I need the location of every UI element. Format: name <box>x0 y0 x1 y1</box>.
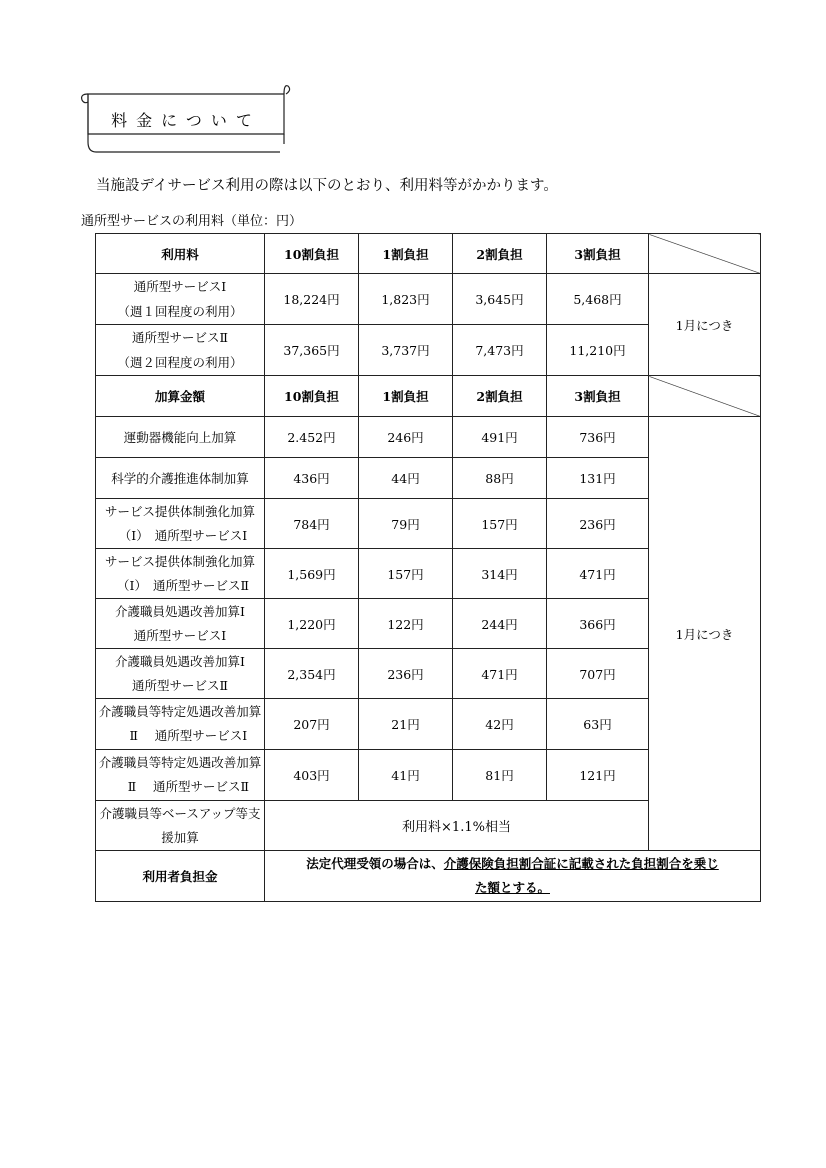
fee-cell: 41円 <box>359 750 453 801</box>
addon-name: 科学的介護推進体制加算 <box>96 458 265 499</box>
fee-cell: 42円 <box>453 699 547 750</box>
fee-cell: 1,569円 <box>265 549 359 599</box>
fee-cell: 3,645円 <box>453 274 547 325</box>
header-cell: 3割負担 <box>547 376 649 417</box>
fee-cell: 314円 <box>453 549 547 599</box>
addon-header-row <box>96 376 761 417</box>
fee-cell: 436円 <box>265 458 359 499</box>
fee-cell: 63円 <box>547 699 649 750</box>
fee-cell: 7,473円 <box>453 325 547 376</box>
fee-cell: 244円 <box>453 599 547 649</box>
fee-cell: 37,365円 <box>265 325 359 376</box>
fee-cell: 403円 <box>265 750 359 801</box>
intro-text: 当施設デイサービス利用の際は以下のとおり、利用料等がかかります。 <box>96 178 558 194</box>
fee-cell: 246円 <box>359 417 453 458</box>
service-name: 通所型サービスⅡ （週２回程度の利用） <box>96 325 265 376</box>
service-name: 通所型サービスⅠ （週１回程度の利用） <box>96 274 265 325</box>
fee-cell: 491円 <box>453 417 547 458</box>
fee-cell: 18,224円 <box>265 274 359 325</box>
title-banner <box>78 82 292 154</box>
fee-cell: 79円 <box>359 499 453 549</box>
table-row <box>96 274 761 325</box>
fee-cell: 736円 <box>547 417 649 458</box>
header-cell: 利用料 <box>96 234 265 274</box>
header-cell: 2割負担 <box>453 376 547 417</box>
fee-table <box>95 233 761 902</box>
fee-cell: 11,210円 <box>547 325 649 376</box>
header-cell: 10割負担 <box>265 376 359 417</box>
burden-row <box>96 851 761 902</box>
diagonal-cell <box>649 376 761 417</box>
header-cell: 1割負担 <box>359 234 453 274</box>
burden-label: 利用者負担金 <box>96 851 265 902</box>
fee-cell: 21円 <box>359 699 453 750</box>
addon-name: 介護職員等特定処遇改善加算 Ⅱ 通所型サービスⅠ <box>96 699 265 750</box>
fee-cell: 236円 <box>359 649 453 699</box>
fee-cell: 5,468円 <box>547 274 649 325</box>
base-up-value: 利用料×1.1%相当 <box>265 801 649 851</box>
per-month-label: 1月につき <box>649 417 761 851</box>
fee-cell: 1,220円 <box>265 599 359 649</box>
usage-header-row <box>96 234 761 274</box>
fee-cell: 81円 <box>453 750 547 801</box>
page-title: 料金について <box>111 111 261 130</box>
fee-cell: 2,354円 <box>265 649 359 699</box>
header-cell: 1割負担 <box>359 376 453 417</box>
addon-name: 介護職員等特定処遇改善加算 Ⅱ 通所型サービスⅡ <box>96 750 265 801</box>
fee-cell: 707円 <box>547 649 649 699</box>
fee-cell: 88円 <box>453 458 547 499</box>
per-month-label: 1月につき <box>649 274 761 376</box>
header-cell: 10割負担 <box>265 234 359 274</box>
addon-name: 介護職員等ベースアップ等支 援加算 <box>96 801 265 851</box>
addon-name: サービス提供体制強化加算 （Ⅰ） 通所型サービスⅠ <box>96 499 265 549</box>
fee-cell: 2.452円 <box>265 417 359 458</box>
addon-name: 介護職員処遇改善加算Ⅰ 通所型サービスⅠ <box>96 599 265 649</box>
burden-text: 法定代理受領の場合は、介護保険負担割合証に記載された負担割合を乗じ た額とする。 <box>265 851 761 902</box>
fee-cell: 157円 <box>359 549 453 599</box>
fee-cell: 157円 <box>453 499 547 549</box>
table-caption: 通所型サービスの利用料（単位：円） <box>81 214 303 229</box>
fee-cell: 121円 <box>547 750 649 801</box>
addon-name: 介護職員処遇改善加算Ⅰ 通所型サービスⅡ <box>96 649 265 699</box>
fee-cell: 1,823円 <box>359 274 453 325</box>
fee-cell: 236円 <box>547 499 649 549</box>
fee-cell: 207円 <box>265 699 359 750</box>
fee-cell: 44円 <box>359 458 453 499</box>
header-cell: 3割負担 <box>547 234 649 274</box>
addon-name: 運動器機能向上加算 <box>96 417 265 458</box>
table-row <box>96 417 761 458</box>
fee-cell: 122円 <box>359 599 453 649</box>
fee-cell: 3,737円 <box>359 325 453 376</box>
header-cell: 2割負担 <box>453 234 547 274</box>
header-cell: 加算金額 <box>96 376 265 417</box>
addon-name: サービス提供体制強化加算 （Ⅰ） 通所型サービスⅡ <box>96 549 265 599</box>
fee-cell: 366円 <box>547 599 649 649</box>
fee-cell: 471円 <box>453 649 547 699</box>
fee-cell: 784円 <box>265 499 359 549</box>
fee-cell: 131円 <box>547 458 649 499</box>
fee-cell: 471円 <box>547 549 649 599</box>
diagonal-cell <box>649 234 761 274</box>
